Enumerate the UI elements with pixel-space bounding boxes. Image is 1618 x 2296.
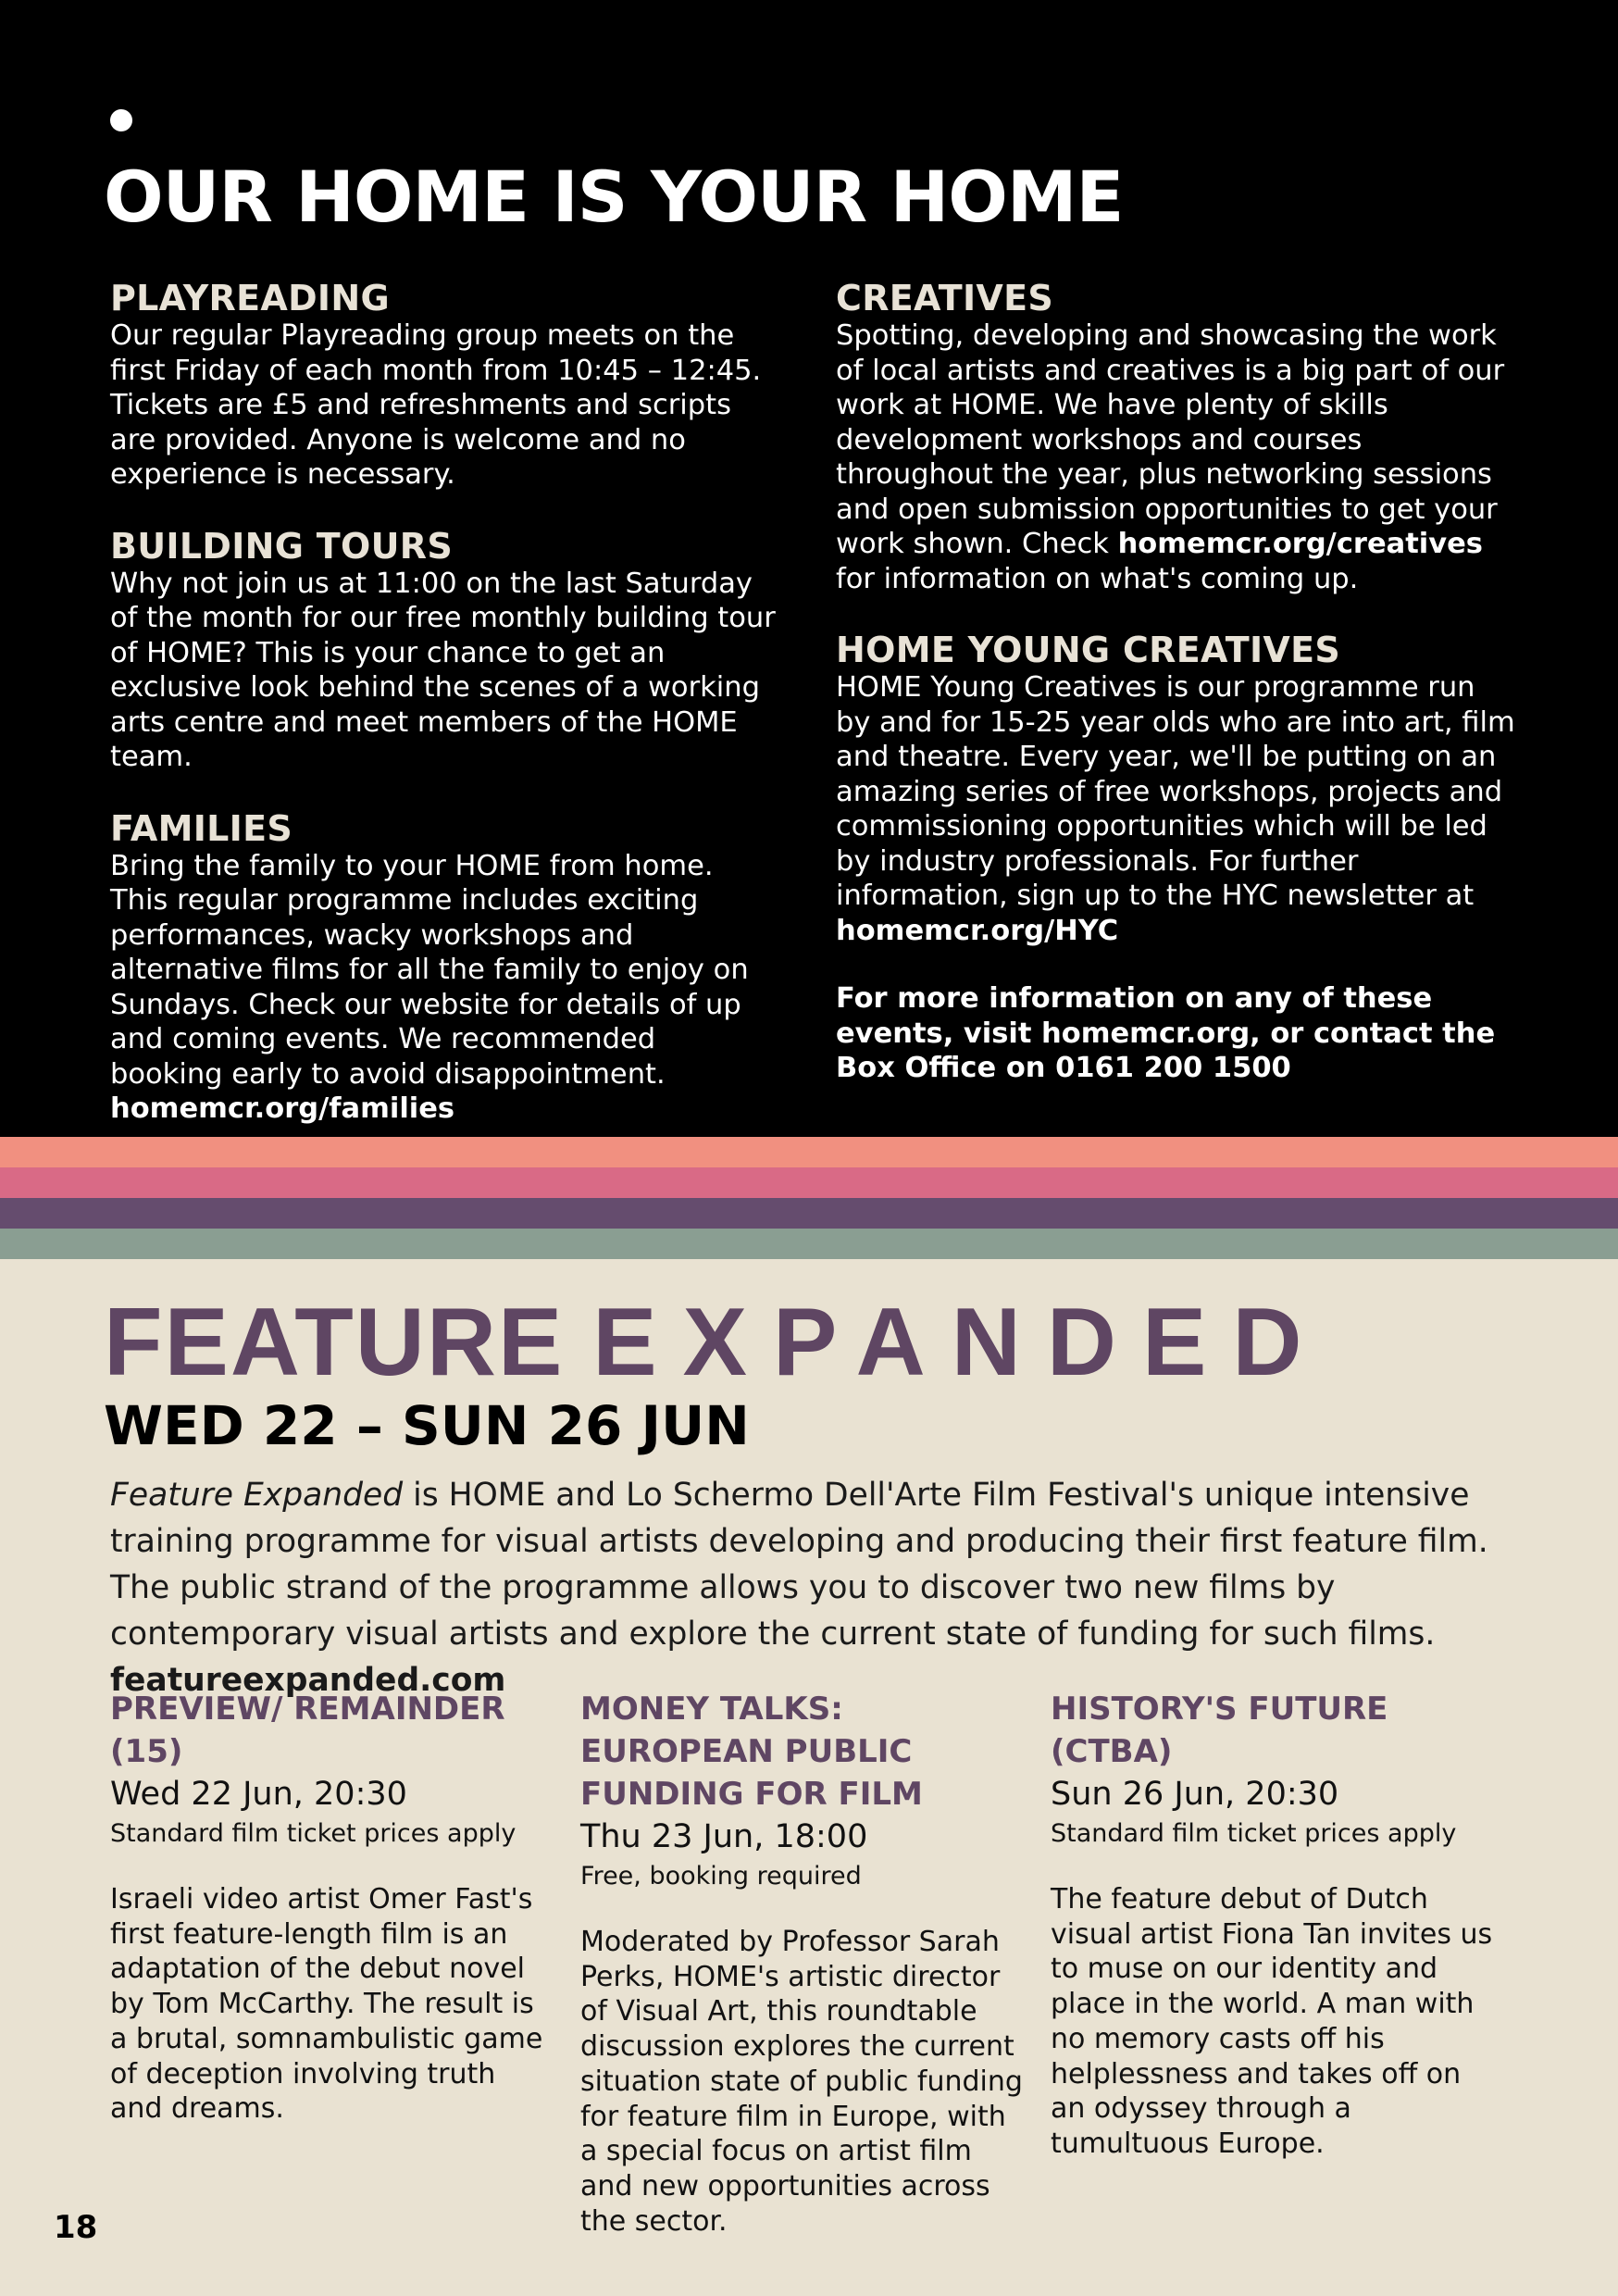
page-number: 18 <box>54 2209 98 2246</box>
feature-intro-body: is HOME and Lo Schermo Dell'Arte Film Festival's unique intensive training programme for visual artists developing and producing their first feature film. The public strand of the programme allows you to discover two new films by contemporary visual artists and explore the current state of funding for such films. <box>110 1477 1488 1653</box>
creatives-link[interactable]: homemcr.org/creatives <box>1117 528 1483 560</box>
stripe-sage <box>0 1229 1618 1259</box>
hyc-link[interactable]: homemcr.org/HYC <box>836 914 1119 947</box>
event-price: Standard film ticket prices apply <box>110 1819 517 1848</box>
feature-title-word: FEATURE <box>104 1289 593 1396</box>
families-text: Bring the family to your HOME from home. This regular programme includes exciting performances, wacky workshops and alternative films for all the family to enjoy on Sundays. Check our website for details of up and coming events. We recommended booking early to avoid disappointment. <box>110 849 749 1091</box>
event-price: Standard film ticket prices apply <box>1051 1819 1457 1848</box>
right-column <box>836 278 1516 1086</box>
event-title: PREVIEW/ REMAINDER (15) <box>110 1691 505 1770</box>
section-body-families <box>110 849 777 1127</box>
feature-website-link[interactable]: featureexpanded.com <box>110 1662 506 1699</box>
event-date: Thu 23 Jun, 18:00 <box>580 1818 868 1855</box>
event-date: Wed 22 Jun, 20:30 <box>110 1776 407 1813</box>
event-description: Israeli video artist Omer Fast's first feature-length film is an adaptation of the debut novel by Tom McCarthy. The result is a brutal, somnambulistic game of deception involving truth and dreams. <box>110 1883 543 2126</box>
section-body-young-creatives <box>836 670 1516 948</box>
stripe-salmon <box>0 1137 1618 1167</box>
families-link[interactable]: homemcr.org/families <box>110 1092 455 1125</box>
feature-dates: WED 22 – SUN 26 JUN <box>104 1394 750 1457</box>
young-creatives-text: HOME Young Creatives is our programme run by and for 15-25 year olds who are into art, film and theatre. Every year, we'll be putting on an amazing series of free workshops, projects and commissioning opportunities which will be led by industry professionals. For further information, sign up to the HYC newsletter at <box>836 671 1515 912</box>
expanded-title-word: EXPANDED <box>592 1289 1328 1396</box>
section-body-creatives <box>836 318 1516 596</box>
event-title: HISTORY'S FUTURE (CTBA) <box>1051 1691 1388 1770</box>
feature-expanded-title <box>104 1287 1327 1398</box>
creatives-text-before: Spotting, developing and showcasing the work of local artists and creatives is a big part of our work at HOME. We have plenty of skills development workshops and courses throughout the year, plus networking sessions and open submission opportunities to get your work shown. Check <box>836 319 1505 560</box>
event-date: Sun 26 Jun, 20:30 <box>1051 1776 1339 1813</box>
section-heading-building-tours: BUILDING TOURS <box>110 525 453 567</box>
page-title: OUR HOME IS YOUR HOME <box>104 156 1124 238</box>
home-info-panel <box>0 0 1618 1137</box>
event-description: The feature debut of Dutch visual artist Fiona Tan invites us to muse on our identity and place in the world. A man with no memory casts off his helplessness and takes off on an odyssey through a tumultuous Europe. <box>1051 1883 1493 2160</box>
more-info-note: For more information on any of these events, visit homemcr.org, or contact the Box Office on 0161 200 1500 <box>836 982 1496 1084</box>
event-description: Moderated by Professor Sarah Perks, HOME's artistic director of Visual Art, this roundtable discussion explores the current situation state of public funding for feature film in Europe, with a special focus on artist film and new opportunities across the sector. <box>580 1926 1023 2238</box>
event-card-remainder <box>110 1688 554 2127</box>
left-column <box>110 278 777 1160</box>
section-heading-playreading: PLAYREADING <box>110 278 390 318</box>
section-heading-creatives: CREATIVES <box>836 278 1054 318</box>
event-card-money-talks <box>580 1688 1025 2239</box>
event-card-historys-future <box>1051 1688 1495 2162</box>
section-heading-young-creatives: HOME YOUNG CREATIVES <box>836 630 1341 670</box>
bullet-dot-icon <box>110 109 132 131</box>
event-price: Free, booking required <box>580 1862 862 1890</box>
stripe-purple <box>0 1198 1618 1229</box>
section-body-building-tours: Why not join us at 11:00 on the last Saturday of the month for our free monthly building tour of HOME? This is your chance to get an exclusive look behind the scenes of a working arts centre and meet members of the HOME team. <box>110 567 776 773</box>
section-heading-families: FAMILIES <box>110 807 293 849</box>
feature-intro <box>110 1472 1526 1703</box>
creatives-text-after: for information on what's coming up. <box>836 562 1359 595</box>
section-body-playreading: Our regular Playreading group meets on the first Friday of each month from 10:45 – 12:45. Tickets are £5 and refreshments and scripts are provided. Anyone is welcome and no experience is necessary. <box>110 319 762 491</box>
stripe-pink <box>0 1167 1618 1198</box>
feature-intro-italic: Feature Expanded <box>110 1477 404 1514</box>
event-title: MONEY TALKS: EUROPEAN PUBLIC FUNDING FOR FILM <box>580 1691 923 1813</box>
